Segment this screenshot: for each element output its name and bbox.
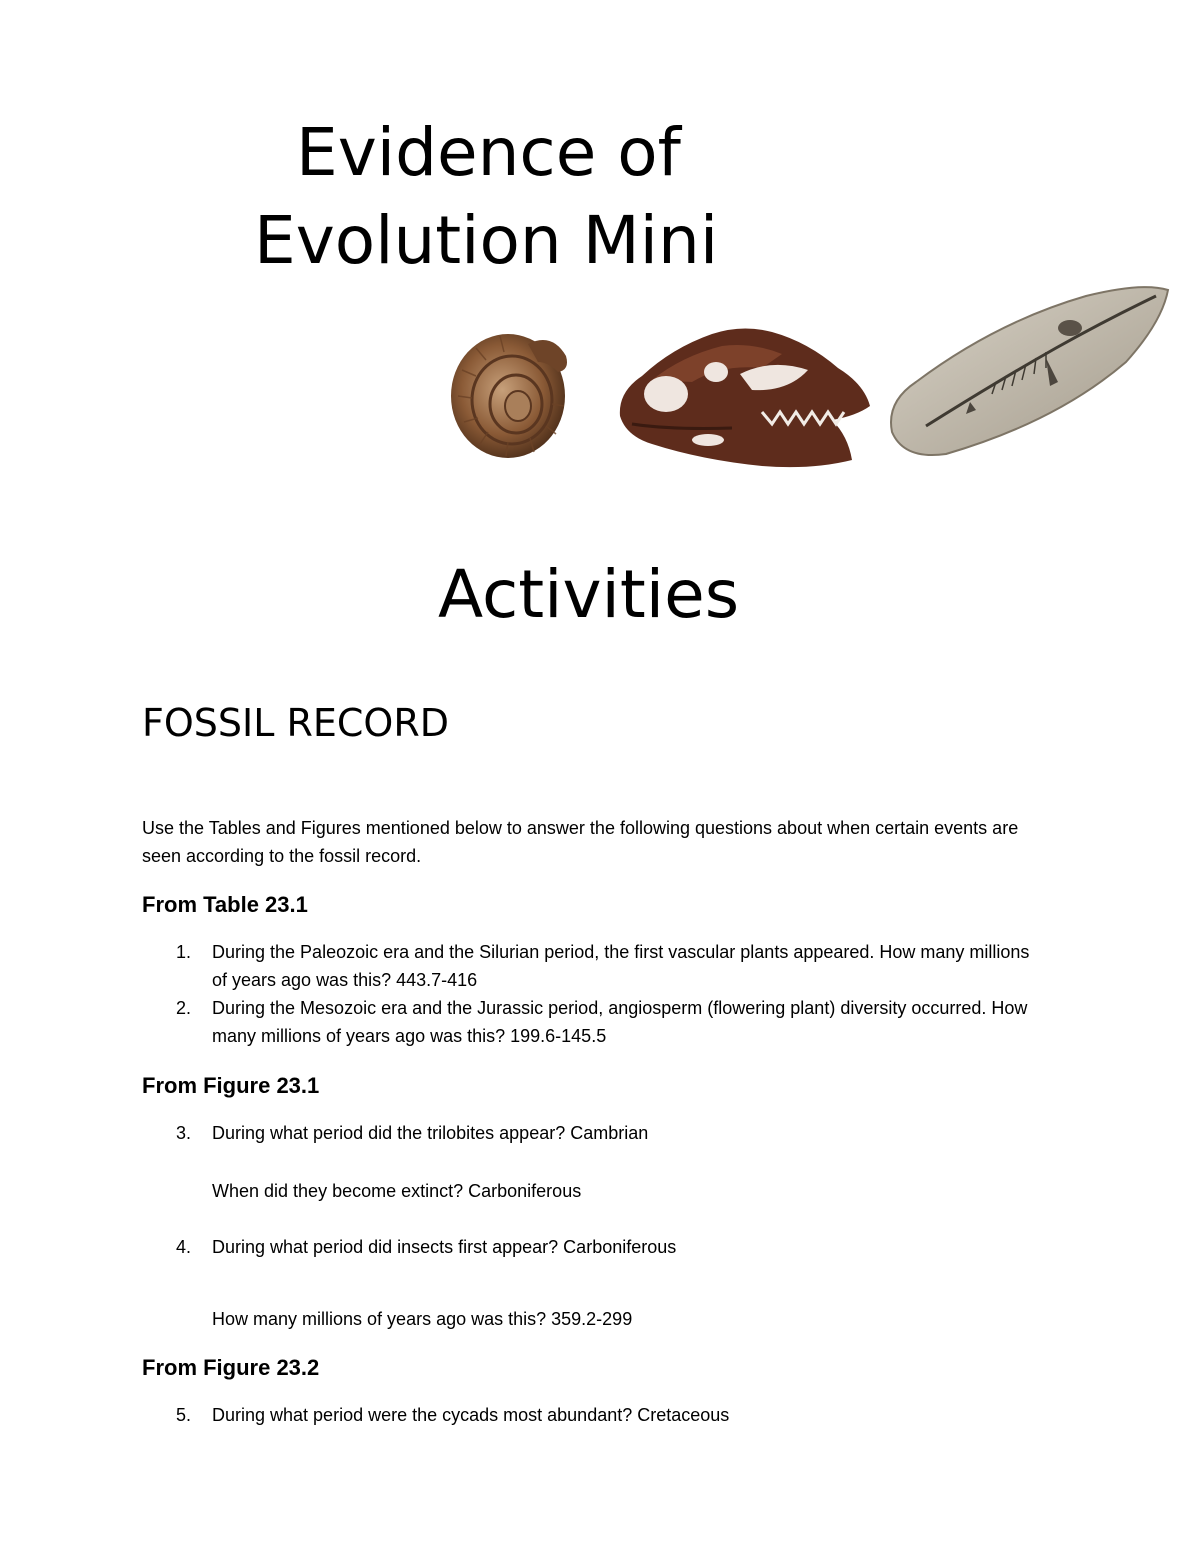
question-2 bbox=[176, 994, 1046, 1050]
question-number: 5. bbox=[176, 1405, 192, 1425]
question-text: During the Paleozoic era and the Silurian period, the first vascular plants appeared. How many millions of years ago was this? 443.7-416 bbox=[212, 942, 1030, 990]
question-number: 3. bbox=[176, 1123, 192, 1143]
question-5 bbox=[176, 1401, 1046, 1429]
group-heading-figure-23-2: From Figure 23.2 bbox=[142, 1355, 320, 1380]
title-line-1: Evidence of bbox=[296, 114, 681, 191]
ichthyosaur-image bbox=[886, 282, 1172, 462]
question-4 bbox=[176, 1233, 1046, 1261]
question-number: 2. bbox=[176, 998, 192, 1018]
dinosaur-skull-image bbox=[612, 320, 874, 472]
question-4-followup: How many millions of years ago was this? 359.2-299 bbox=[212, 1309, 633, 1329]
title-line-2: Evolution Mini bbox=[254, 202, 719, 279]
question-3-followup: When did they become extinct? Carboniferous bbox=[212, 1181, 582, 1201]
section-heading: FOSSIL RECORD bbox=[142, 701, 449, 745]
question-3 bbox=[176, 1119, 1046, 1147]
intro-paragraph: Use the Tables and Figures mentioned below to answer the following questions about when certain events are seen according to the fossil record. bbox=[142, 818, 1019, 866]
question-text: During what period did insects first appear? Carboniferous bbox=[212, 1237, 677, 1257]
question-1 bbox=[176, 938, 1046, 994]
question-text: During the Mesozoic era and the Jurassic period, angiosperm (flowering plant) diversity occurred. How many millions of years ago was this? 199.6-145.5 bbox=[212, 998, 1028, 1046]
question-text: During what period were the cycads most abundant? Cretaceous bbox=[212, 1405, 730, 1425]
question-text: During what period did the trilobites appear? Cambrian bbox=[212, 1123, 649, 1143]
ammonite-image bbox=[448, 322, 574, 462]
question-number: 4. bbox=[176, 1237, 192, 1257]
group-heading-table-23-1: From Table 23.1 bbox=[142, 892, 308, 917]
group-heading-figure-23-1: From Figure 23.1 bbox=[142, 1073, 320, 1098]
title-line-3: Activities bbox=[438, 556, 740, 633]
question-number: 1. bbox=[176, 942, 192, 962]
